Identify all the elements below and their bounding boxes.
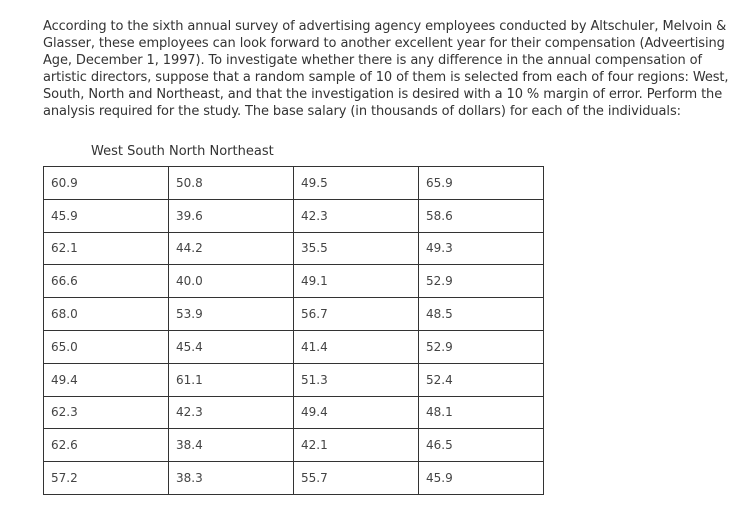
table-cell: 45.4 xyxy=(169,330,294,363)
problem-line: South, North and Northeast, and that the investigation is desired with a 10 % margin of error. Perform the xyxy=(43,87,723,102)
table-cell: 45.9 xyxy=(44,199,169,232)
table-row xyxy=(44,429,544,462)
table-cell: 42.1 xyxy=(294,429,419,462)
problem-line: Glasser, these employees can look forward to another excellent year for their compensation (Adveertising xyxy=(43,36,725,51)
table-row xyxy=(44,396,544,429)
table-cell: 53.9 xyxy=(169,298,294,331)
problem-line: According to the sixth annual survey of advertising agency employees conducted by Altschuler, Melvoin & xyxy=(43,19,727,34)
problem-statement xyxy=(43,18,729,120)
table-row xyxy=(44,167,544,200)
table-cell: 52.9 xyxy=(419,330,544,363)
table-column-header: West South North Northeast xyxy=(91,144,274,159)
table-cell: 39.6 xyxy=(169,199,294,232)
table-cell: 38.3 xyxy=(169,462,294,495)
table-row xyxy=(44,330,544,363)
table-cell: 62.3 xyxy=(44,396,169,429)
table-cell: 61.1 xyxy=(169,363,294,396)
table-cell: 65.9 xyxy=(419,167,544,200)
table-cell: 56.7 xyxy=(294,298,419,331)
table-cell: 68.0 xyxy=(44,298,169,331)
table-cell: 35.5 xyxy=(294,232,419,265)
problem-line: Age, December 1, 1997). To investigate whether there is any difference in the annual compensation of xyxy=(43,53,702,68)
table-cell: 57.2 xyxy=(44,462,169,495)
table-row xyxy=(44,232,544,265)
table-row xyxy=(44,298,544,331)
table-cell: 48.5 xyxy=(419,298,544,331)
table-cell: 49.5 xyxy=(294,167,419,200)
table-cell: 60.9 xyxy=(44,167,169,200)
table-cell: 66.6 xyxy=(44,265,169,298)
table-cell: 51.3 xyxy=(294,363,419,396)
table-cell: 49.3 xyxy=(419,232,544,265)
problem-line: artistic directors, suppose that a random sample of 10 of them is selected from each of four regions: West, xyxy=(43,70,729,85)
table-cell: 52.9 xyxy=(419,265,544,298)
table-cell: 42.3 xyxy=(294,199,419,232)
table-cell: 65.0 xyxy=(44,330,169,363)
table-cell: 38.4 xyxy=(169,429,294,462)
table-cell: 49.4 xyxy=(294,396,419,429)
table-cell: 40.0 xyxy=(169,265,294,298)
table-cell: 49.1 xyxy=(294,265,419,298)
table-row xyxy=(44,363,544,396)
table-row xyxy=(44,462,544,495)
table-row xyxy=(44,199,544,232)
table-cell: 50.8 xyxy=(169,167,294,200)
table-cell: 55.7 xyxy=(294,462,419,495)
table-cell: 49.4 xyxy=(44,363,169,396)
problem-line: analysis required for the study. The base salary (in thousands of dollars) for each of the individuals: xyxy=(43,104,681,119)
table-cell: 41.4 xyxy=(294,330,419,363)
table-row xyxy=(44,265,544,298)
table-cell: 62.6 xyxy=(44,429,169,462)
table-cell: 48.1 xyxy=(419,396,544,429)
table-cell: 44.2 xyxy=(169,232,294,265)
table-cell: 42.3 xyxy=(169,396,294,429)
table-cell: 62.1 xyxy=(44,232,169,265)
salary-table xyxy=(43,166,544,495)
table-cell: 58.6 xyxy=(419,199,544,232)
table-cell: 52.4 xyxy=(419,363,544,396)
table-cell: 45.9 xyxy=(419,462,544,495)
table-cell: 46.5 xyxy=(419,429,544,462)
